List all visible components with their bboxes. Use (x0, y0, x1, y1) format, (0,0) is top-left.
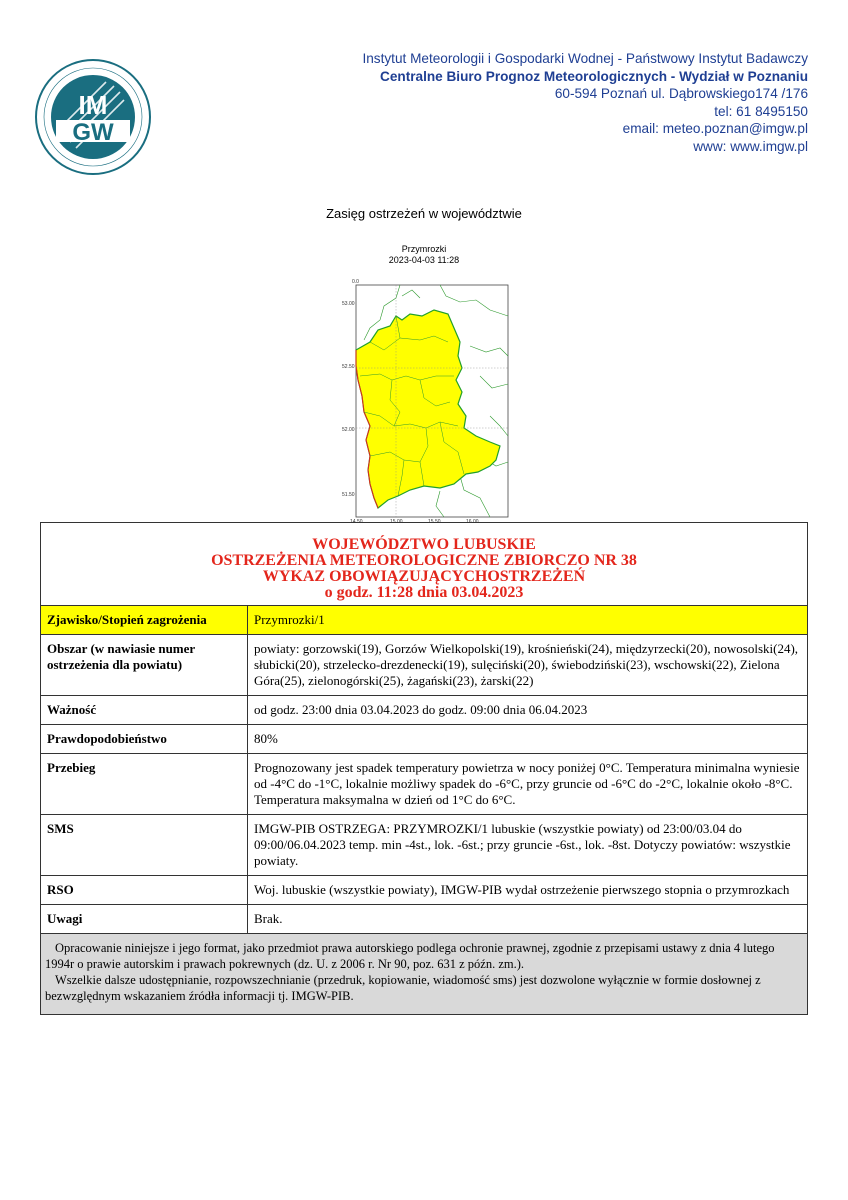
table-header (41, 523, 808, 606)
map-heading: Zasięg ostrzeżeń w województwie (326, 206, 522, 221)
row-label-course: Przebieg (41, 754, 248, 815)
row-label-phenomenon: Zjawisko/Stopień zagrożenia (41, 606, 248, 635)
x-tick-2: 15.50 (428, 519, 441, 524)
y-tick-0: 53.00 (342, 301, 355, 307)
organization-info (362, 50, 808, 155)
row-value-validity: od godz. 23:00 dnia 03.04.2023 do godz. 09:00 dnia 06.04.2023 (248, 696, 808, 725)
table-row (41, 606, 808, 635)
svg-text:GW: GW (72, 119, 114, 146)
row-label-validity: Ważność (41, 696, 248, 725)
table-row (41, 754, 808, 815)
y-tick-1: 52.50 (342, 364, 355, 370)
x-tick-0: 14.50 (350, 519, 363, 524)
row-value-rso: Woj. lubuskie (wszystkie powiaty), IMGW-PIB wydał ostrzeżenie pierwszego stopnia o przymrozkach (248, 876, 808, 905)
row-label-notes: Uwagi (41, 905, 248, 934)
x-tick-3: 16.00 (466, 519, 479, 524)
row-value-probability: 80% (248, 725, 808, 754)
email: email: meteo.poznan@imgw.pl (622, 121, 808, 136)
voivodeship-title: WOJEWÓDZTWO LUBUSKIE (312, 536, 536, 553)
map-title (350, 244, 498, 266)
table-row (41, 815, 808, 876)
row-label-probability: Prawdopodobieństwo (41, 725, 248, 754)
map-datetime: 2023-04-03 11:28 (388, 255, 460, 265)
x-tick-1: 15.00 (390, 519, 403, 524)
imgw-logo (34, 58, 152, 176)
row-label-rso: RSO (41, 876, 248, 905)
svg-text:IM: IM (78, 90, 108, 120)
website: www: www.imgw.pl (693, 138, 808, 154)
table-row (41, 696, 808, 725)
phone: tel: 61 8495150 (714, 103, 808, 119)
list-title: WYKAZ OBOWIĄZUJĄCYCHOSTRZEŻEŃ (262, 568, 586, 585)
row-label-area: Obszar (w nawiasie numer ostrzeżenia dla powiatu) (41, 635, 248, 696)
institute-name: Instytut Meteorologii i Gospodarki Wodnej - Państwowy Instytut Badawczy (362, 51, 808, 66)
table-row (41, 725, 808, 754)
table-row (41, 635, 808, 696)
distribution-paragraph: Wszelkie dalsze udostępnianie, rozpowszechnianie (przedruk, kopiowanie, wiadomość sms) jest dozwolone wyłącznie w formie dosłownej z bezwzględnym wskazaniem źródła informacji tj. IMGW-PIB. (45, 973, 761, 1003)
warnings-table (40, 522, 808, 1015)
warning-map (340, 276, 520, 524)
address: 60-594 Poznań ul. Dąbrowskiego174 /176 (554, 86, 808, 101)
map-phenomenon: Przymrozki (401, 244, 447, 254)
row-value-notes: Brak. (248, 905, 808, 934)
y-tick-2: 52.00 (342, 427, 355, 433)
issue-time: o godz. 11:28 dnia 03.04.2023 (324, 584, 524, 601)
copyright-paragraph: Opracowanie niniejsze i jego format, jako przedmiot prawa autorskiego podlega ochronie prawnej, zgodnie z przepisami ustawy z dnia 4 lutego 1994r o prawie autorskim i prawach pokrewnych (dz. U. z 2006 r. Nr 90, poz. 631 z późn. zm.). (45, 941, 775, 971)
table-row (41, 876, 808, 905)
map-corner-label: 0.0 (352, 279, 359, 285)
table-row (41, 905, 808, 934)
row-value-area: powiaty: gorzowski(19), Gorzów Wielkopolski(19), krośnieński(24), międzyrzecki(20), nowosolski(24), słubicki(20), strzelecko-drezdenecki(19), sulęciński(20), świebodziński(23), wschowski(22), Zielona Góra(25), zielonogórski(25), żagański(23), żarski(22) (248, 635, 808, 696)
y-tick-3: 51.50 (342, 492, 355, 498)
row-value-phenomenon: Przymrozki/1 (248, 606, 808, 635)
row-label-sms: SMS (41, 815, 248, 876)
row-value-sms: IMGW-PIB OSTRZEGA: PRZYMROZKI/1 lubuskie (wszystkie powiaty) od 23:00/03.04 do 09:00/06.04.2023 temp. min -4st., lok. -6st.; przy gruncie -6st., lok. -8st. Dotyczy powiatów: wszystkie powiaty. (248, 815, 808, 876)
row-value-course: Prognozowany jest spadek temperatury powietrza w nocy poniżej 0°C. Temperatura minimalna wyniesie od -4°C do -1°C, lokalnie możliwy spadek do -6°C, przy gruncie od -6°C do -2°C, lokalnie około -8°C. Temperatura maksymalna w dzień od 1°C do 6°C. (248, 754, 808, 815)
copyright-footer (41, 934, 808, 1015)
bulletin-title: OSTRZEŻENIA METEOROLOGICZNE ZBIORCZO NR 38 (211, 552, 637, 569)
office-name: Centralne Biuro Prognoz Meteorologicznych - Wydział w Poznaniu (380, 68, 808, 84)
